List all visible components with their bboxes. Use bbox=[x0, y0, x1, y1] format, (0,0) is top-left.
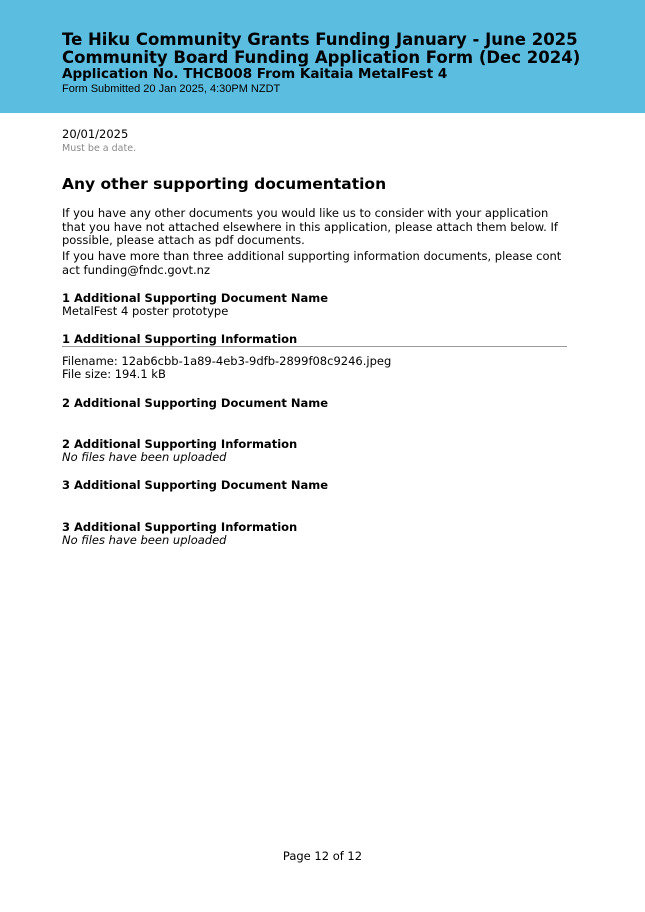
date-hint: Must be a date. bbox=[62, 143, 137, 154]
section-intro-paragraph: If you have any other documents you would like us to consider with your application that you have not attached elsewhere in this application, please attach them below. If possible, please attach as pdf documents. bbox=[62, 206, 558, 247]
doc1-name-value: MetalFest 4 poster prototype bbox=[62, 304, 229, 318]
doc1-filesize: File size: 194.1 kB bbox=[62, 367, 166, 381]
submission-timestamp: Form Submitted 20 Jan 2025, 4:30PM NZDT bbox=[62, 83, 281, 95]
doc2-name-label: 2 Additional Supporting Document Name bbox=[62, 396, 328, 410]
doc2-info-empty: No files have been uploaded bbox=[62, 450, 227, 464]
doc1-info-divider bbox=[62, 346, 567, 347]
date-value: 20/01/2025 bbox=[62, 127, 129, 141]
doc1-info-label: 1 Additional Supporting Information bbox=[62, 332, 298, 346]
doc3-info-label: 3 Additional Supporting Information bbox=[62, 520, 298, 534]
doc3-info-empty: No files have been uploaded bbox=[62, 533, 227, 547]
section-title: Any other supporting documentation bbox=[62, 175, 387, 193]
header-banner bbox=[0, 0, 645, 113]
section-contact-paragraph: If you have more than three additional supporting information documents, please contact funding@fndc.govt.nz bbox=[62, 249, 562, 277]
doc2-info-label: 2 Additional Supporting Information bbox=[62, 437, 298, 451]
form-subtitle: Community Board Funding Application Form (Dec 2024) bbox=[62, 48, 581, 67]
application-number: Application No. THCB008 From Kaitaia MetalFest 4 bbox=[62, 66, 448, 82]
doc1-filename: Filename: 12ab6cbb-1a89-4eb3-9dfb-2899f08c9246.jpeg bbox=[62, 354, 392, 368]
doc3-name-label: 3 Additional Supporting Document Name bbox=[62, 478, 328, 492]
page-number: Page 12 of 12 bbox=[282, 849, 363, 863]
doc1-name-label: 1 Additional Supporting Document Name bbox=[62, 291, 328, 305]
form-title: Te Hiku Community Grants Funding January - June 2025 bbox=[62, 30, 578, 49]
